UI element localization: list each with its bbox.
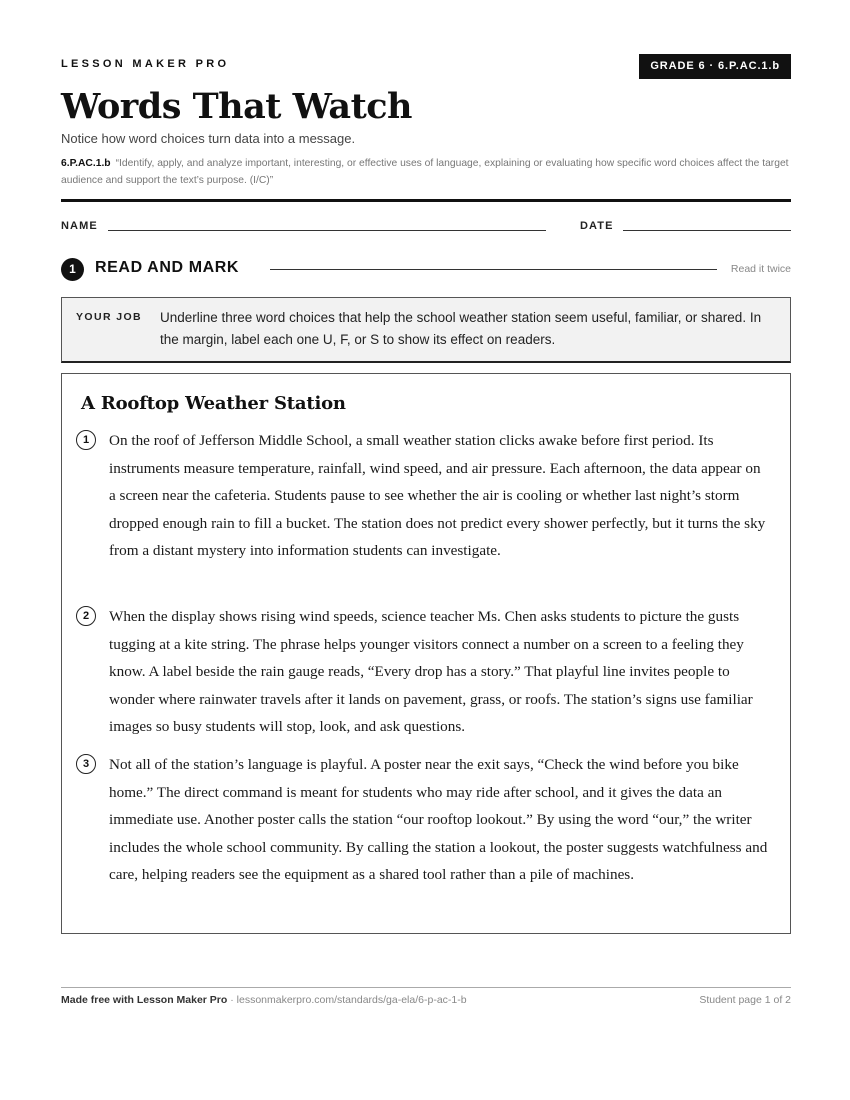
footer-brand: Made free with Lesson Maker Pro <box>61 994 228 1006</box>
page-title: Words That Watch <box>61 86 412 127</box>
page-subtitle: Notice how word choices turn data into a message. <box>61 131 356 146</box>
paragraph-text: Not all of the station’s language is playful. A poster near the exit says, “Check the wind before you bike home.” The direct command is meant for students who may ride after school, and it gives the data an immediate use. Another poster calls the station “our rooftop lookout.” By using the word “our,” the writer includes the whole school community. By calling the station a lookout, the poster suggests watchfulness and care, helping readers see the equipment as a shared tool rather than a pile of machines. <box>109 756 768 884</box>
brand-name: LESSON MAKER PRO <box>61 58 230 70</box>
page-footer <box>61 994 791 1006</box>
date-field[interactable] <box>623 230 791 231</box>
standard-text: “Identify, apply, and analyze important, interesting, or effective uses of language, explaining or evaluating how specific word choices affect the target audience and support the text’s purpose. (I/C)” <box>61 158 789 186</box>
header-divider <box>61 199 791 202</box>
name-field[interactable] <box>108 230 546 231</box>
paragraph-number: 3 <box>76 754 96 774</box>
paragraph-number: 1 <box>76 430 96 450</box>
standard-description <box>61 155 791 189</box>
grade-badge: GRADE 6 · 6.P.AC.1.b <box>639 54 791 79</box>
passage-paragraph <box>82 427 769 565</box>
passage-title: A Rooftop Weather Station <box>81 393 346 414</box>
instructions-box <box>61 297 791 363</box>
passage-paragraph <box>82 603 769 741</box>
page-number: Student page 1 of 2 <box>699 994 791 1006</box>
paragraph-text: On the roof of Jefferson Middle School, a small weather station clicks awake before first period. Its instruments measure temperature, rainfall, wind speed, and air pressure. Each afternoon, the data appear on a screen near the cafeteria. Students pause to see whether the air is cooling or whether last night’s storm dropped enough rain to fill a bucket. The station does not predict every shower perfectly, but it turns the sky from a distant mystery into information students can investigate. <box>109 432 766 560</box>
section-header <box>61 258 791 282</box>
section-note: Read it twice <box>730 263 791 275</box>
reading-passage <box>61 373 791 934</box>
paragraph-text: When the display shows rising wind speeds, science teacher Ms. Chen asks students to picture the gusts tugging at a kite string. The phrase helps younger visitors connect a number on a screen to a feeling they know. A label beside the rain gauge reads, “Every drop has a story.” That playful line invites people to wonder where rainwater travels after it lands on pavement, grass, or roofs. The station’s signs use familiar images so busy students will stop, look, and ask questions. <box>109 608 753 736</box>
worksheet-page <box>61 0 791 1100</box>
name-label: NAME <box>61 220 98 232</box>
footer-divider <box>61 987 791 988</box>
instructions-text: Underline three word choices that help the school weather station seem useful, familiar, or shared. In the margin, label each one U, F, or S to show its effect on readers. <box>160 310 762 347</box>
date-label: DATE <box>580 220 614 232</box>
section-divider <box>270 269 717 270</box>
section-number-badge: 1 <box>61 258 84 281</box>
passage-paragraph <box>82 751 769 889</box>
section-title: READ AND MARK <box>95 259 240 276</box>
paragraph-number: 2 <box>76 606 96 626</box>
footer-url[interactable]: · lessonmakerpro.com/standards/ga-ela/6-p-ac-1-b <box>227 994 467 1006</box>
standard-code: 6.P.AC.1.b <box>61 158 111 169</box>
student-info-row <box>61 219 791 235</box>
instructions-label: YOUR JOB <box>76 311 143 323</box>
